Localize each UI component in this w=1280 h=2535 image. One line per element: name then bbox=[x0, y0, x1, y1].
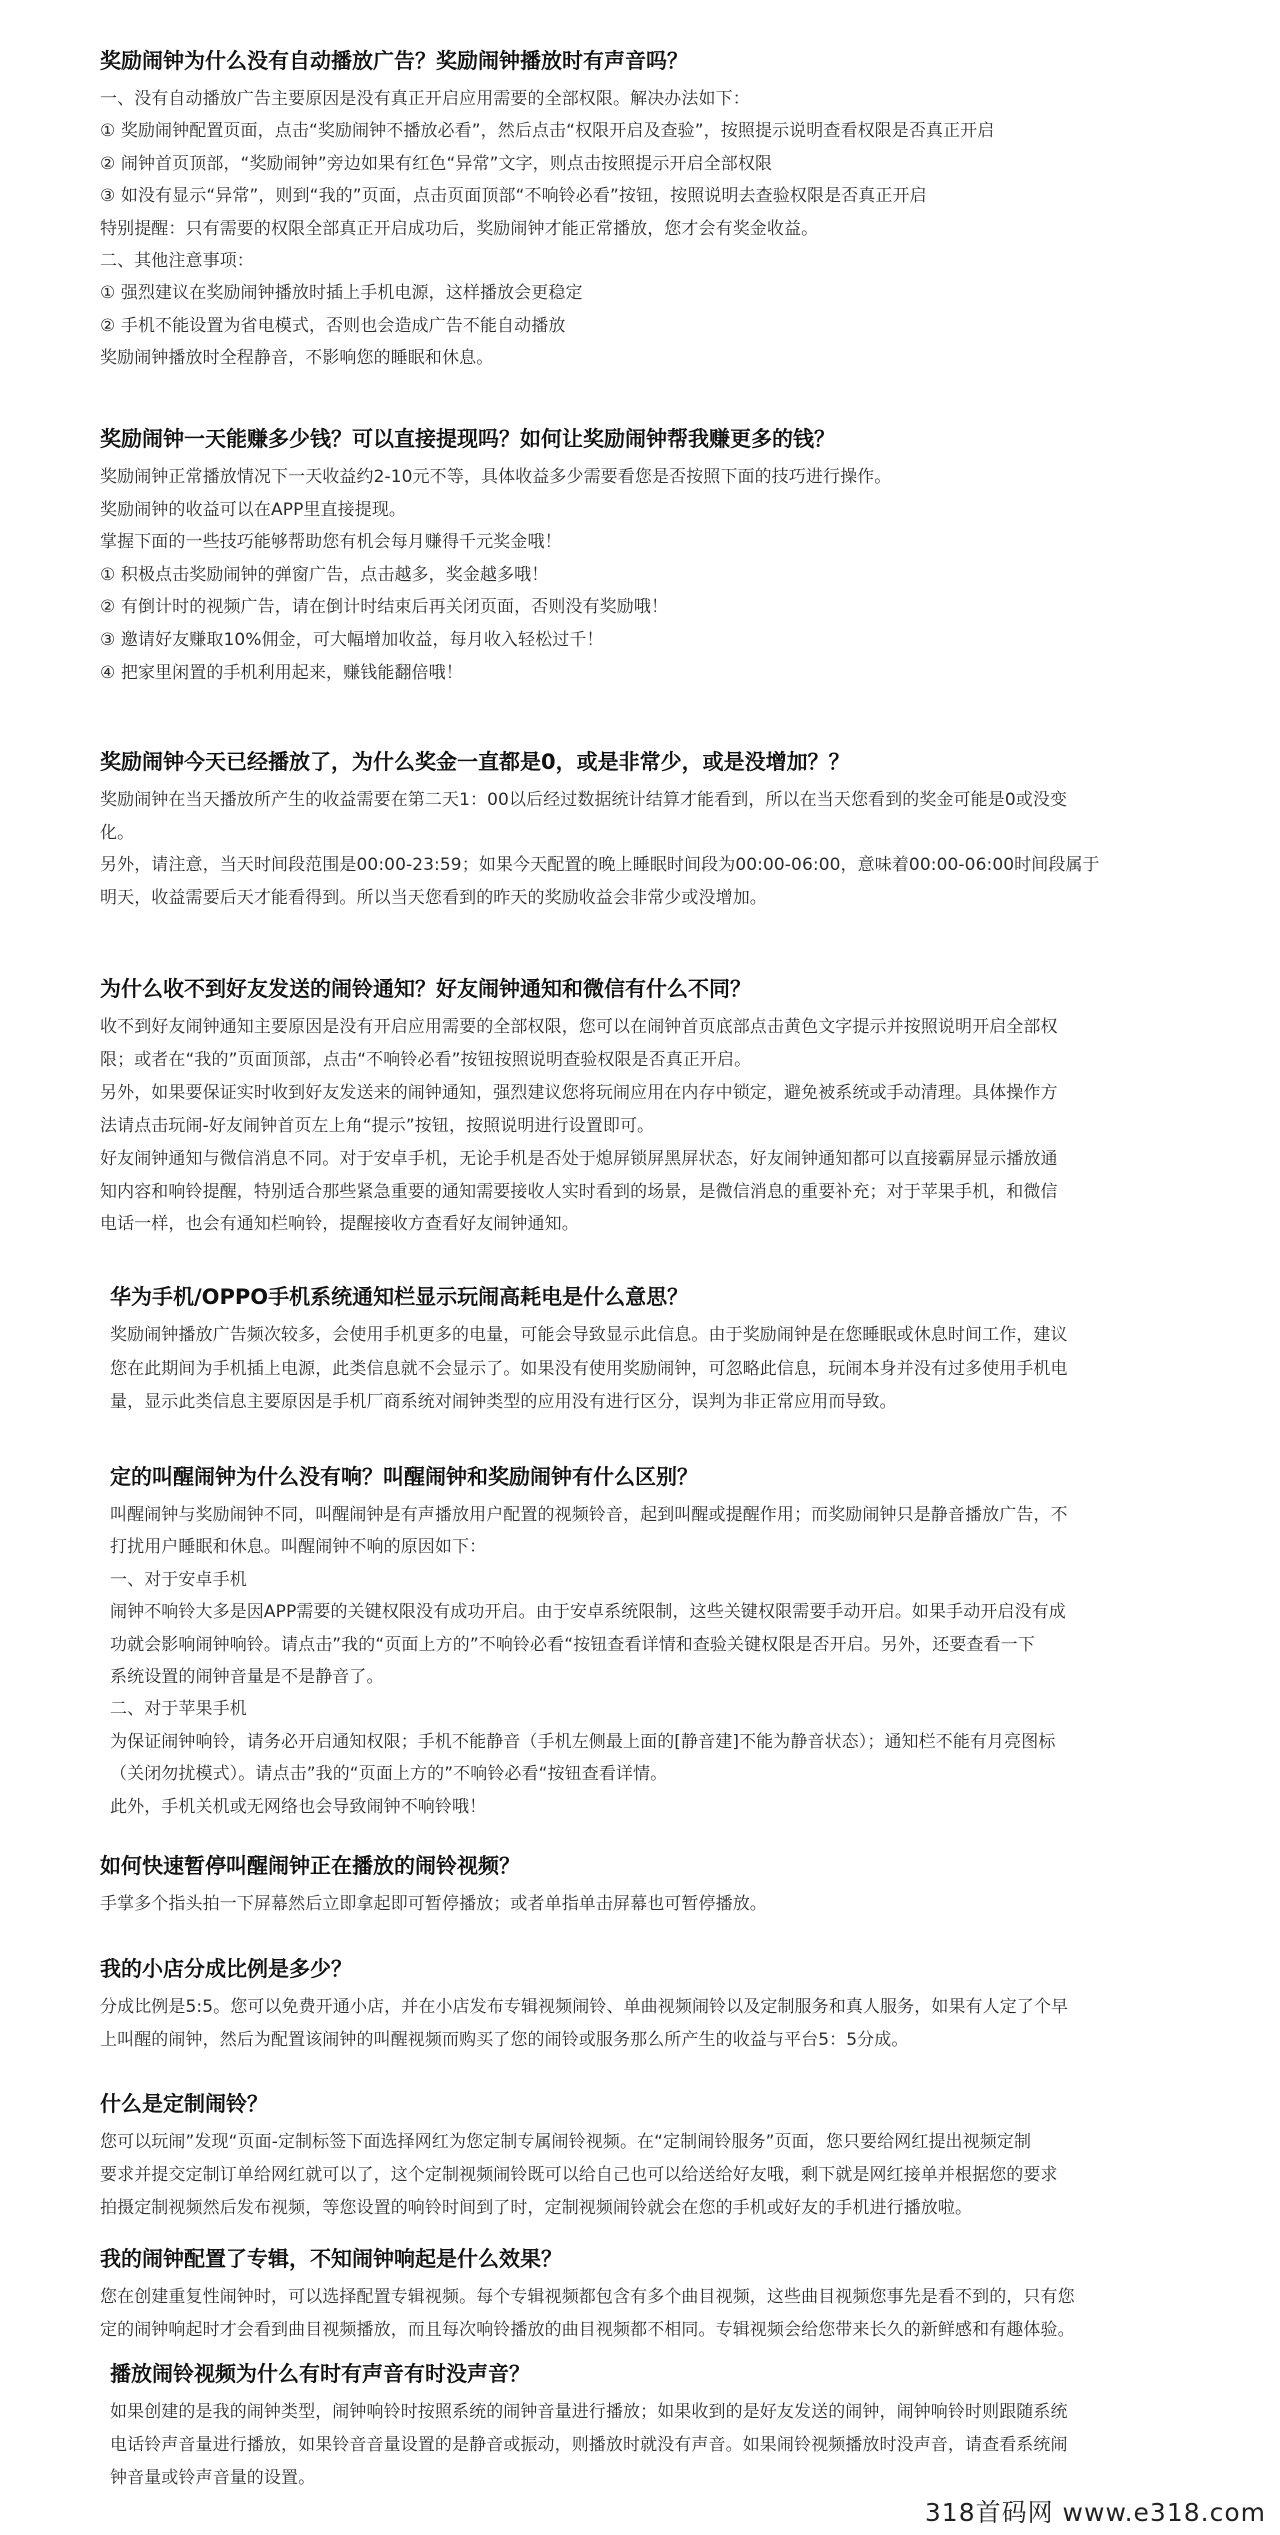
section-line: 特别提醒：只有需要的权限全部真正开启成功后，奖励闹钟才能正常播放，您才会有奖金收益。 bbox=[100, 219, 819, 239]
section-line: 明天，收益需要后天才能看得到。所以当天您看到的昨天的奖励收益会非常少或没增加。 bbox=[100, 888, 767, 908]
section-line: 上叫醒的闹钟，然后为配置该闹钟的叫醒视频而购买了您的闹铃或服务那么所产生的收益与平台5：5分成。 bbox=[100, 2030, 909, 2050]
section-title: 如何快速暂停叫醒闹钟正在播放的闹铃视频？ bbox=[100, 1854, 520, 1878]
section-line: 电话铃声音量进行播放，如果铃音音量设置的是静音或振动，则播放时就没有声音。如果闹铃视频播放时没声音，请查看系统闹 bbox=[110, 2435, 1068, 2455]
section-line: 二、对于苹果手机 bbox=[110, 1699, 247, 1719]
section-title: 我的小店分成比例是多少？ bbox=[100, 1957, 352, 1981]
section-line: 叫醒闹钟与奖励闹钟不同，叫醒闹钟是有声播放用户配置的视频铃音，起到叫醒或提醒作用；而奖励闹钟只是静音播放广告，不 bbox=[110, 1505, 1068, 1525]
section-line: ① 积极点击奖励闹钟的弹窗广告，点击越多，奖金越多哦！ bbox=[100, 565, 549, 585]
section-line: 奖励闹钟在当天播放所产生的收益需要在第二天1：00以后经过数据统计结算才能看到，所以在当天您看到的奖金可能是0或没变 bbox=[100, 790, 1068, 810]
section-line: 收不到好友闹钟通知主要原因是没有开启应用需要的全部权限，您可以在闹钟首页底部点击黄色文字提示并按照说明开启全部权 bbox=[100, 1017, 1058, 1037]
section-line: 闹钟不响铃大多是因APP需要的关键权限没有成功开启。由于安卓系统限制，这些关键权限需要手动开启。如果手动开启没有成 bbox=[110, 1602, 1066, 1622]
section-line: 钟音量或铃声音量的设置。 bbox=[110, 2468, 316, 2488]
section-line: 限；或者在“我的”页面顶部，点击“不响铃必看”按钮按照说明查验权限是否真正开启。 bbox=[100, 1050, 752, 1070]
section-line: 化。 bbox=[100, 823, 135, 843]
section-line: 好友闹钟通知与微信消息不同。对于安卓手机，无论手机是否处于熄屏锁屏黑屏状态，好友闹钟通知都可以直接霸屏显示播放通 bbox=[100, 1149, 1058, 1169]
section-line: 奖励闹钟播放时全程静音，不影响您的睡眠和休息。 bbox=[100, 348, 494, 368]
section-line: （关闭勿扰模式）。请点击”我的“页面上方的”不响铃必看“按钮查看详情。 bbox=[110, 1764, 668, 1784]
section-line: 掌握下面的一些技巧能够帮助您有机会每月赚得千元奖金哦！ bbox=[100, 532, 562, 552]
section-line: 另外，请注意，当天时间段范围是00:00-23:59；如果今天配置的晚上睡眠时间段为00:00-06:00，意味着00:00-06:00时间段属于 bbox=[100, 855, 1100, 875]
section-line: 系统设置的闹钟音量是不是静音了。 bbox=[110, 1667, 384, 1687]
section-title: 为什么收不到好友发送的闹铃通知？好友闹钟通知和微信有什么不同？ bbox=[100, 977, 751, 1001]
section-line: 您在此期间为手机插上电源，此类信息就不会显示了。如果没有使用奖励闹钟，可忽略此信息，玩闹本身并没有过多使用手机电 bbox=[110, 1359, 1068, 1379]
section-title: 华为手机/OPPO手机系统通知栏显示玩闹高耗电是什么意思？ bbox=[110, 1285, 689, 1309]
section-line: 定的闹钟响起时才会看到曲目视频播放，而且每次响铃播放的曲目视频都不相同。专辑视频会给您带来长久的新鲜感和有趣体验。 bbox=[100, 2320, 1075, 2340]
section-line: ③ 邀请好友赚取10%佣金，可大幅增加收益，每月收入轻松过千！ bbox=[100, 630, 604, 650]
section-line: 您在创建重复性闹钟时，可以选择配置专辑视频。每个专辑视频都包含有多个曲目视频，这些曲目视频您事先是看不到的，只有您 bbox=[100, 2287, 1075, 2307]
section-line: 此外，手机关机或无网络也会导致闹钟不响铃哦！ bbox=[110, 1797, 487, 1817]
section-line: 一、对于安卓手机 bbox=[110, 1570, 247, 1590]
section-line: 量，显示此类信息主要原因是手机厂商系统对闹钟类型的应用没有进行区分，误判为非正常应用而导致。 bbox=[110, 1392, 897, 1412]
section-line: 您可以玩闹”发现“页面-定制标签下面选择网红为您定制专属闹铃视频。在“定制闹铃服务”页面，您只要给网红提出视频定制 bbox=[100, 2132, 1032, 2152]
section-line: ① 奖励闹钟配置页面，点击“奖励闹钟不播放必看”，然后点击“权限开启及查验”，按照提示说明查看权限是否真正开启 bbox=[100, 121, 995, 141]
section-line: ② 闹钟首页顶部，“奖励闹钟”旁边如果有红色“异常”文字，则点击按照提示开启全部权限 bbox=[100, 154, 773, 174]
section-line: 分成比例是5:5。您可以免费开通小店，并在小店发布专辑视频闹铃、单曲视频闹铃以及定制服务和真人服务，如果有人定了个早 bbox=[100, 1997, 1069, 2017]
section-line: ③ 如没有显示“异常”，则到“我的”页面，点击页面顶部“不响铃必看”按钮，按照说明去查验权限是否真正开启 bbox=[100, 186, 927, 206]
site-watermark: 318首码网 www.e318.com bbox=[924, 2498, 1266, 2527]
section-line: 知内容和响铃提醒，特别适合那些紧急重要的通知需要接收人实时看到的场景，是微信消息的重要补充；对于苹果手机，和微信 bbox=[100, 1182, 1058, 1202]
section-title: 奖励闹钟为什么没有自动播放广告？奖励闹钟播放时有声音吗？ bbox=[100, 49, 688, 73]
section-title: 奖励闹钟一天能赚多少钱？可以直接提现吗？如何让奖励闹钟帮我赚更多的钱？ bbox=[100, 427, 835, 451]
section-line: 奖励闹钟播放广告频次较多，会使用手机更多的电量，可能会导致显示此信息。由于奖励闹钟是在您睡眠或休息时间工作，建议 bbox=[110, 1325, 1068, 1345]
section-title: 奖励闹钟今天已经播放了，为什么奖金一直都是0，或是非常少，或是没增加？？ bbox=[100, 750, 850, 774]
section-line: ② 有倒计时的视频广告，请在倒计时结束后再关闭页面，否则没有奖励哦！ bbox=[100, 597, 669, 617]
section-line: 另外，如果要保证实时收到好友发送来的闹钟通知，强烈建议您将玩闹应用在内存中锁定，避免被系统或手动清理。具体操作方 bbox=[100, 1083, 1058, 1103]
section-line: 要求并提交定制订单给网红就可以了，这个定制视频闹铃既可以给自己也可以给送给好友哦，剩下就是网红接单并根据您的要求 bbox=[100, 2165, 1058, 2185]
section-line: ④ 把家里闲置的手机利用起来，赚钱能翻倍哦！ bbox=[100, 663, 463, 683]
section-line: 二、其他注意事项： bbox=[100, 251, 254, 271]
section-title: 什么是定制闹铃？ bbox=[100, 2092, 268, 2116]
section-line: 法请点击玩闹-好友闹钟首页左上角“提示”按钮，按照说明进行设置即可。 bbox=[100, 1116, 655, 1136]
section-title: 我的闹钟配置了专辑，不知闹钟响起是什么效果？ bbox=[100, 2247, 562, 2271]
section-line: ② 手机不能设置为省电模式，否则也会造成广告不能自动播放 bbox=[100, 316, 566, 336]
section-line: 手掌多个指头拍一下屏幕然后立即拿起即可暂停播放；或者单指单击屏幕也可暂停播放。 bbox=[100, 1894, 767, 1914]
section-line: 拍摄定制视频然后发布视频，等您设置的响铃时间到了时，定制视频闹铃就会在您的手机或好友的手机进行播放啦。 bbox=[100, 2198, 973, 2218]
section-title: 定的叫醒闹钟为什么没有响？叫醒闹钟和奖励闹钟有什么区别？ bbox=[110, 1465, 698, 1489]
section-line: 一、没有自动播放广告主要原因是没有真正开启应用需要的全部权限。解决办法如下： bbox=[100, 89, 750, 109]
section-line: 功就会影响闹钟响铃。请点击”我的“页面上方的”不响铃必看“按钮查看详情和查验关键权限是否开启。另外，还要查看一下 bbox=[110, 1635, 1035, 1655]
section-title: 播放闹铃视频为什么有时有声音有时没声音？ bbox=[110, 2362, 530, 2386]
section-line: 如果创建的是我的闹钟类型，闹钟响铃时按照系统的闹钟音量进行播放；如果收到的是好友发送的闹钟，闹钟响铃时则跟随系统 bbox=[110, 2402, 1068, 2422]
section-line: ① 强烈建议在奖励闹钟播放时插上手机电源，这样播放会更稳定 bbox=[100, 283, 583, 303]
section-line: 为保证闹钟响铃，请务必开启通知权限；手机不能静音（手机左侧最上面的[静音建]不能为静音状态）；通知栏不能有月亮图标 bbox=[110, 1732, 1056, 1752]
section-line: 电话一样，也会有通知栏响铃，提醒接收方查看好友闹钟通知。 bbox=[100, 1214, 579, 1234]
section-line: 打扰用户睡眠和休息。叫醒闹钟不响的原因如下： bbox=[110, 1537, 487, 1557]
section-line: 奖励闹钟正常播放情况下一天收益约2-10元不等，具体收益多少需要看您是否按照下面的技巧进行操作。 bbox=[100, 467, 892, 487]
section-line: 奖励闹钟的收益可以在APP里直接提现。 bbox=[100, 500, 407, 520]
